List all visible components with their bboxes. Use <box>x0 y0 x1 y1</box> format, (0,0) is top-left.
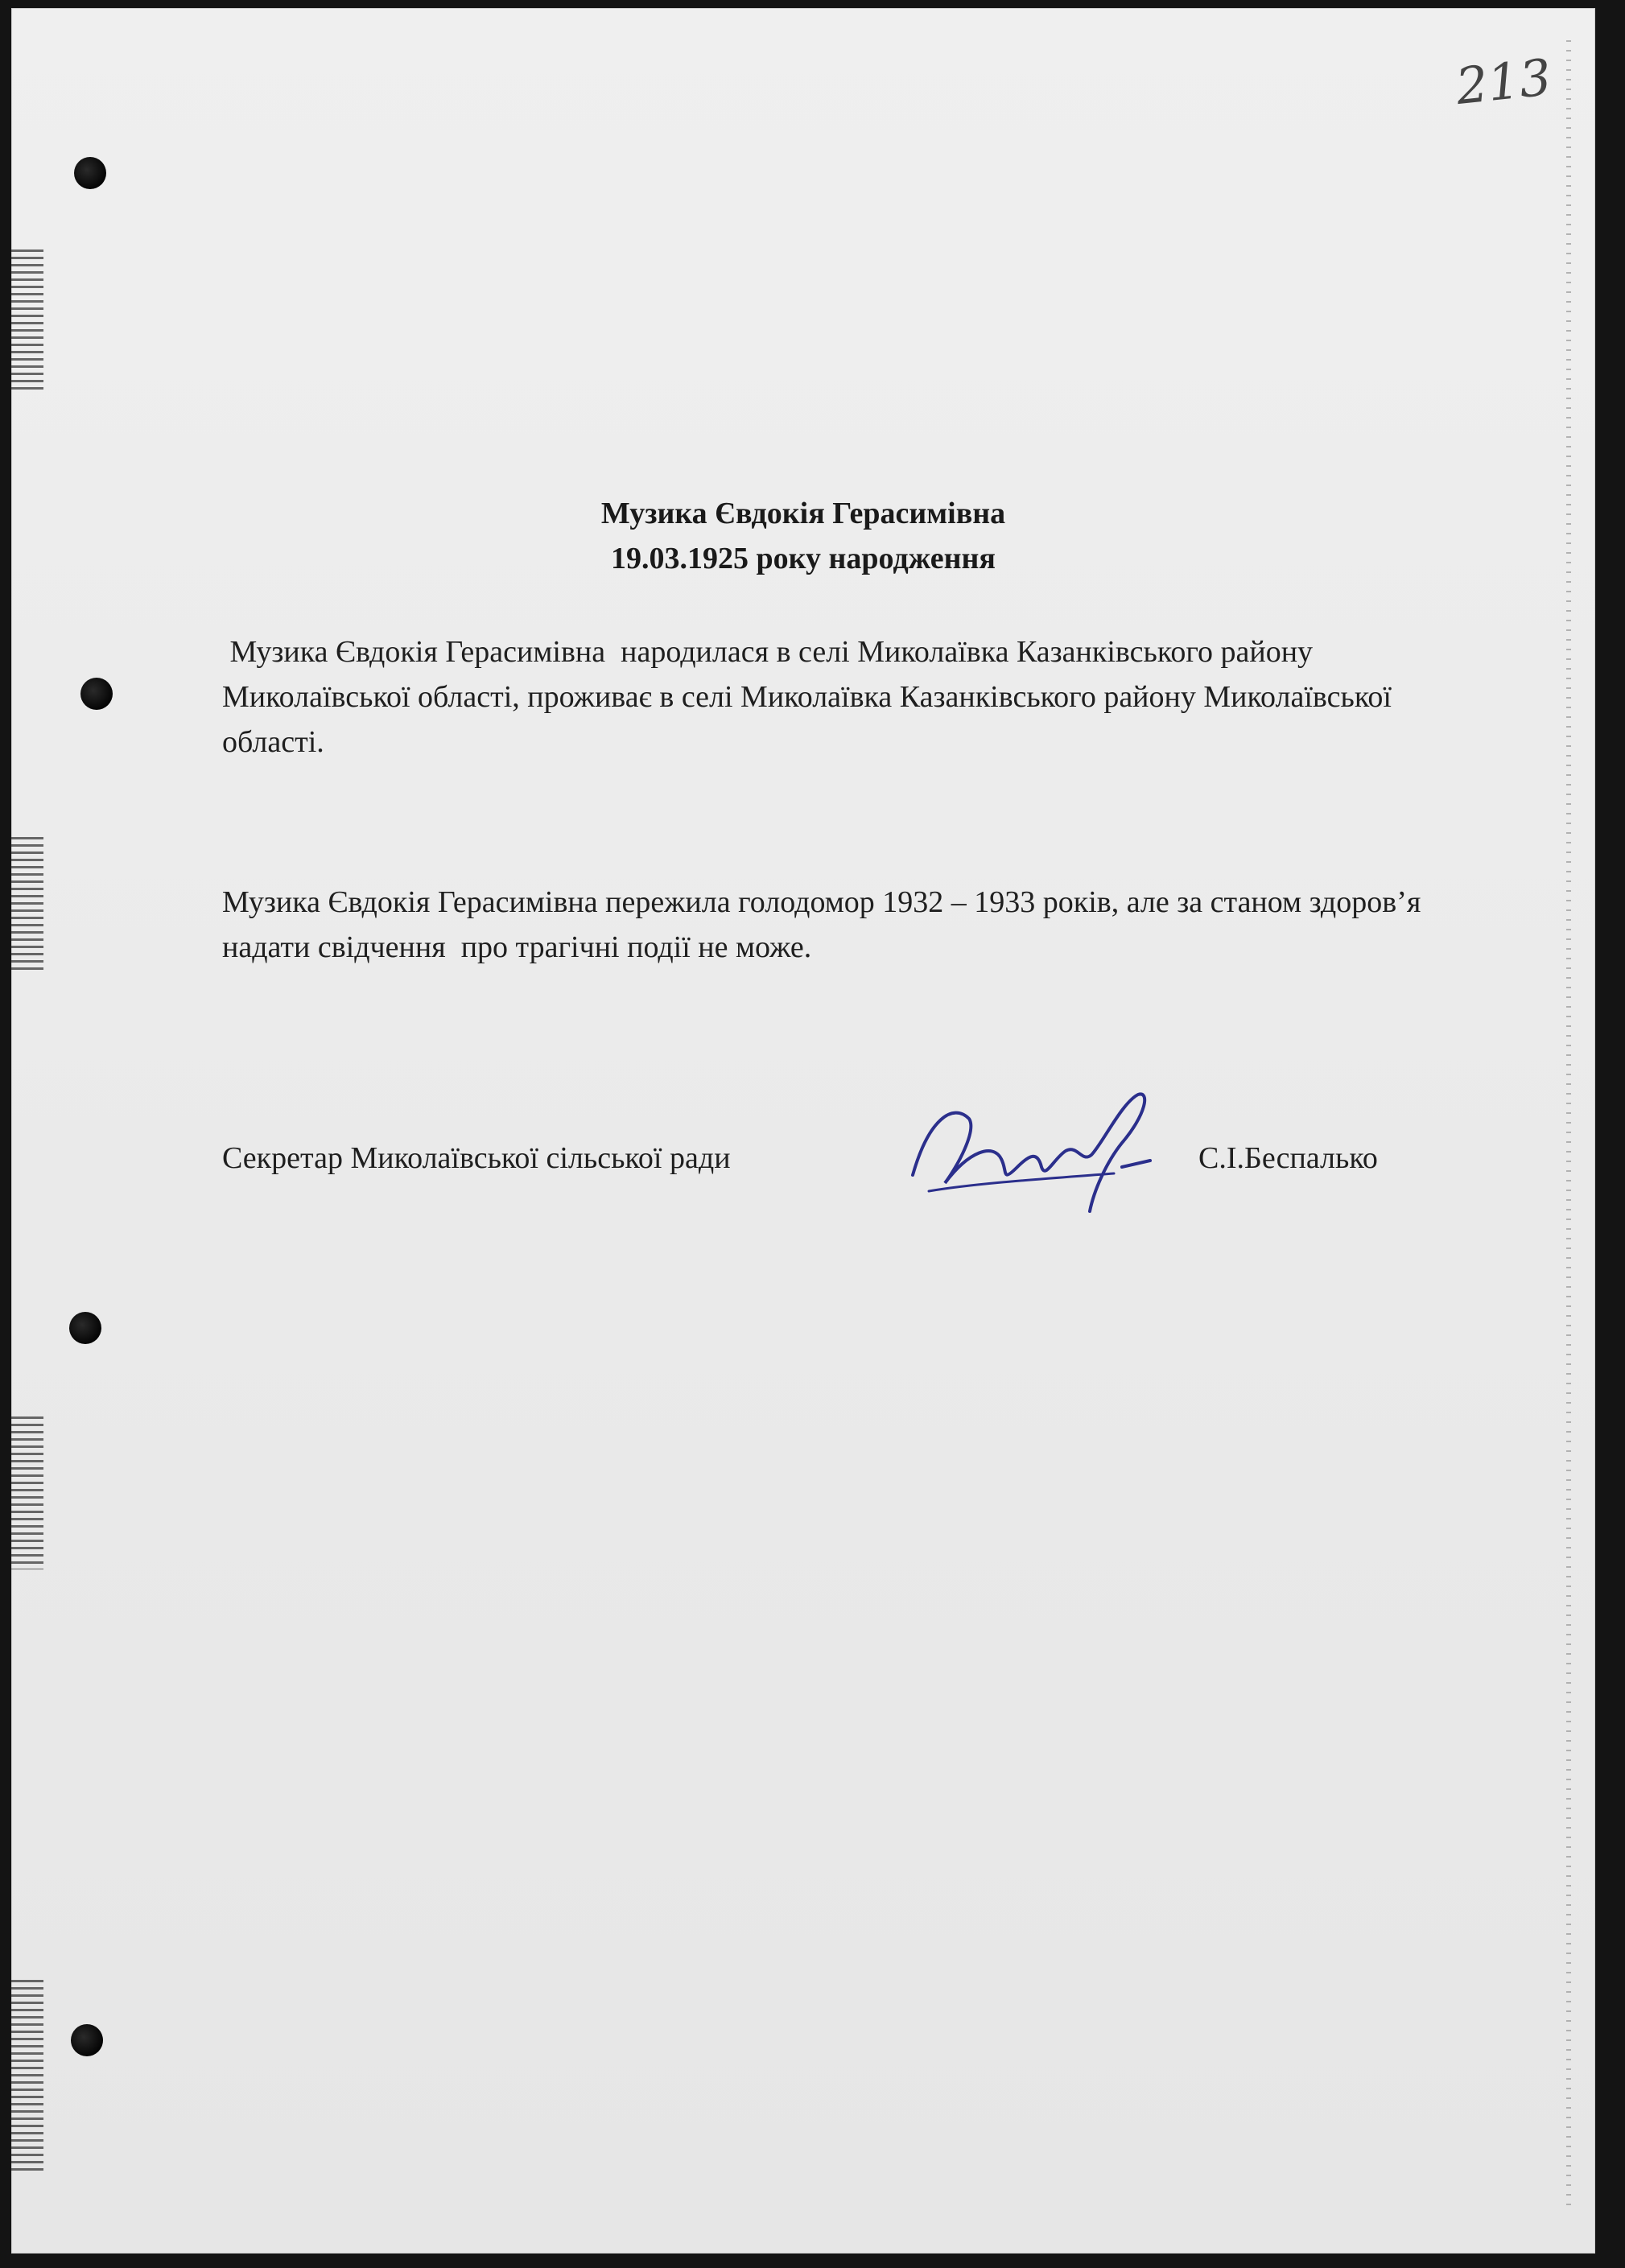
signature-underline <box>929 1173 1114 1191</box>
binding-marks-bottom <box>11 1980 43 2173</box>
document-sheet <box>11 8 1595 2254</box>
document-heading <box>11 491 1595 581</box>
binding-marks-lower <box>11 1416 43 1569</box>
punch-hole <box>74 157 106 189</box>
handwritten-signature <box>881 1070 1186 1223</box>
page-edge-marks <box>1566 40 1571 2213</box>
punch-hole <box>69 1312 101 1344</box>
punch-hole <box>80 678 113 710</box>
binding-marks-top <box>11 249 43 394</box>
signature-tail <box>1122 1161 1150 1167</box>
paragraph-holodomor: Музика Євдокія Герасимівна пережила голодомор 1932 – 1933 років, але за станом здоров’я надати свідчення про трагічні події не може. <box>222 885 1429 964</box>
binding-marks-middle <box>11 837 43 974</box>
signature-stroke <box>913 1094 1145 1211</box>
folio-number: 213 <box>1453 47 1554 116</box>
signature-row <box>11 1140 1595 1197</box>
heading-birth-line: 19.03.1925 року народження <box>611 542 996 575</box>
signatory-title: Секретар Миколаївської сільської ради <box>222 1141 731 1175</box>
signatory-name: С.І.Беспалько <box>1198 1141 1378 1175</box>
paragraph-birthplace: Музика Євдокія Герасимівна народилася в селі Миколаївка Казанківського району Миколаївської області, проживає в селі Миколаївка Казанківського району Миколаївської області. <box>222 635 1400 759</box>
heading-name: Музика Євдокія Герасимівна <box>600 497 1006 530</box>
punch-hole <box>71 2024 103 2056</box>
